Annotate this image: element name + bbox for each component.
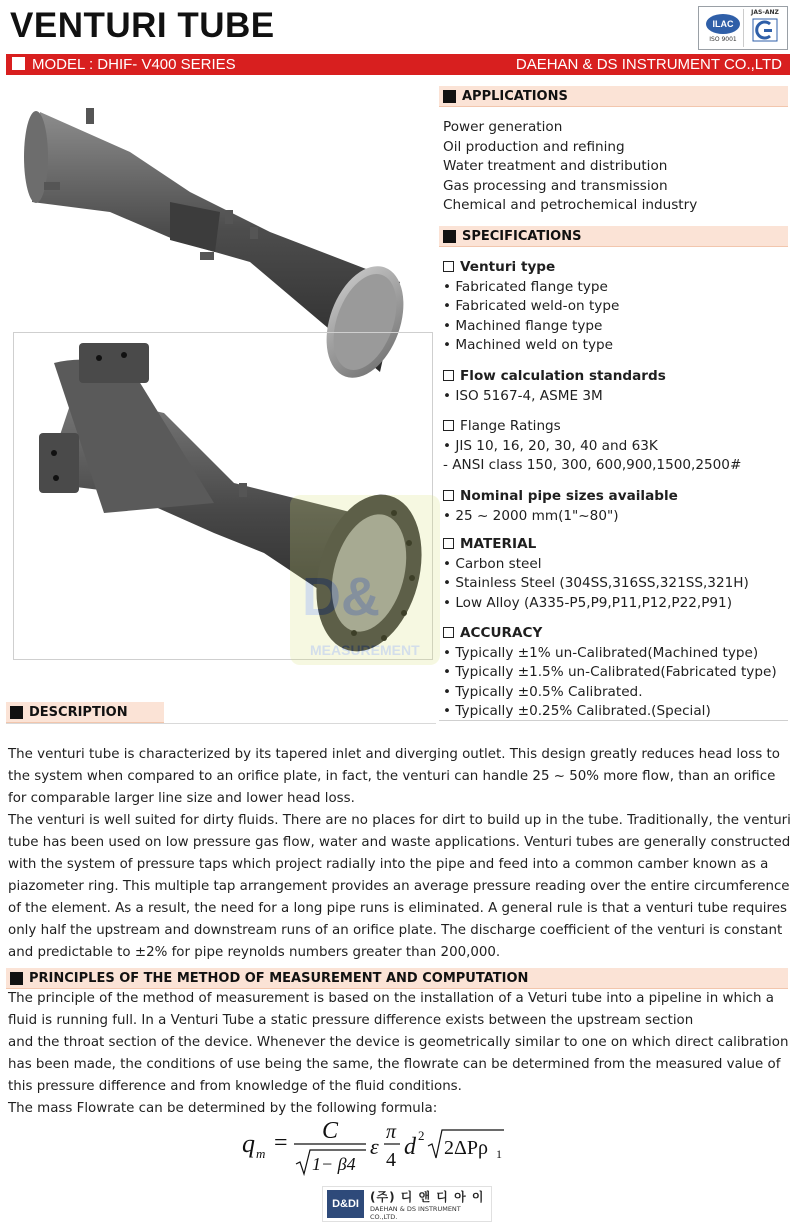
square-bullet-icon xyxy=(443,230,456,243)
specifications-heading-text: SPECIFICATIONS xyxy=(462,228,582,244)
iso-label: ISO 9001 xyxy=(709,35,737,43)
applications-list xyxy=(443,118,697,216)
formula-root-sub: 1 xyxy=(496,1147,502,1161)
flange-label: Flange Ratings xyxy=(443,417,741,437)
list-item: • JIS 10, 16, 20, 30, 40 and 63K xyxy=(443,437,658,454)
flange-group xyxy=(443,417,741,476)
formula-numerator: C xyxy=(322,1118,339,1144)
checkbox-icon xyxy=(443,490,454,501)
logo-korean-name: (주) 디 앤 디 아 이 xyxy=(370,1189,485,1204)
formula-denominator: 1− β4 xyxy=(312,1154,356,1174)
model-bar xyxy=(6,54,790,75)
list-item: • Fabricated flange type xyxy=(443,278,608,295)
material-label: MATERIAL xyxy=(443,535,749,555)
page-title: VENTURI TUBE xyxy=(10,6,275,45)
list-item: Oil production and refining xyxy=(443,138,625,155)
checkbox-icon xyxy=(443,538,454,549)
list-item: Water treatment and distribution xyxy=(443,158,668,175)
company-name: DAEHAN & DS INSTRUMENT CO.,LTD xyxy=(515,56,782,73)
formula-eq: = xyxy=(274,1130,288,1156)
text-line: The principle of the method of measurement is based on the installation of a Veturi tube into a pipeline in which a xyxy=(8,991,774,1006)
venturi-type-group xyxy=(443,258,619,356)
list-item: • 25 ~ 2000 mm(1"~80") xyxy=(443,507,619,524)
text-line: has been made, the conditions of use being the same, the flowrate can be determined from the measured value of xyxy=(8,1057,781,1072)
checkbox-icon xyxy=(443,370,454,381)
list-item: • Fabricated weld-on type xyxy=(443,298,620,315)
applications-heading-text: APPLICATIONS xyxy=(462,88,568,104)
model-label xyxy=(12,56,236,73)
list-item: • Typically ±1% un-Calibrated(Machined type) xyxy=(443,644,759,661)
square-bullet-icon xyxy=(443,90,456,103)
formula-lhs: q xyxy=(242,1129,255,1158)
checkbox-icon xyxy=(443,420,454,431)
specifications-heading xyxy=(439,226,788,247)
text-line: the system when compared to an orifice plate, in fact, the venturi can handle 25 ~ 50% more flow, than an orifice xyxy=(8,769,776,784)
description-heading-text: DESCRIPTION xyxy=(29,704,128,720)
formula-pi: π xyxy=(386,1121,397,1143)
applications-heading xyxy=(439,86,788,107)
text-line: The venturi tube is characterized by its tapered inlet and diverging outlet. This design greatly reduces head loss to xyxy=(8,747,780,762)
logo-badge: D&DI xyxy=(327,1190,364,1218)
text-line: The mass Flowrate can be determined by the following formula: xyxy=(8,1101,438,1116)
list-item: • Machined flange type xyxy=(443,317,603,334)
venturi-type-label: Venturi type xyxy=(443,258,619,278)
formula-d: d xyxy=(404,1134,416,1160)
list-item: Chemical and petrochemical industry xyxy=(443,197,698,214)
watermark-text: MEASUREMENT xyxy=(310,642,420,658)
certification-badges xyxy=(698,6,788,50)
text-line: for comparable larger line size and lower head loss. xyxy=(8,791,355,806)
text-line: The venturi is well suited for dirty fluids. There are no places for dirt to build up in the tube. Traditionally, the venturi xyxy=(8,813,791,828)
text-line: tube has been used on low pressure gas flow, water and waste applications. Venturi tubes are generally constructed xyxy=(8,835,791,850)
square-bullet-icon xyxy=(10,706,23,719)
list-item: Gas processing and transmission xyxy=(443,177,668,194)
list-item: • Low Alloy (A335-P5,P9,P11,P12,P22,P91) xyxy=(443,594,732,611)
list-item: • Carbon steel xyxy=(443,555,542,572)
text-line: fluid is running full. In a Venturi Tube a static pressure difference exists between the upstream section xyxy=(8,1013,694,1028)
jas-label: JAS-ANZ xyxy=(751,9,779,16)
principles-body xyxy=(8,988,792,1120)
accuracy-group xyxy=(443,624,777,722)
description-body xyxy=(8,744,792,964)
formula-lhs-sub: m xyxy=(256,1146,266,1161)
pipe-sizes-label: Nominal pipe sizes available xyxy=(443,487,678,507)
flow-calc-group xyxy=(443,367,666,406)
text-line: piazometer ring. This multiple tap arrangement provides an average pressure reading over the entire circumference xyxy=(8,879,790,894)
formula-root-term: 2ΔPρ xyxy=(444,1137,488,1159)
text-line: this pressure difference and from knowledge of the fluid conditions. xyxy=(8,1079,462,1094)
square-bullet-icon xyxy=(10,972,23,985)
list-item: • Stainless Steel (304SS,316SS,321SS,321H) xyxy=(443,575,749,592)
list-item: Power generation xyxy=(443,119,563,135)
ilac-logo xyxy=(703,9,743,47)
logo-english-name: DAEHAN & DS INSTRUMENT CO.,LTD. xyxy=(370,1204,461,1221)
list-item: • Typically ±0.5% Calibrated. xyxy=(443,683,643,700)
list-item: • ISO 5167-4, ASME 3M xyxy=(443,387,603,404)
list-item: • Typically ±0.25% Calibrated.(Special) xyxy=(443,703,711,720)
watermark-logo xyxy=(290,495,440,705)
text-line: of the element. As a result, the need for a long pipe runs is eliminated. A general rule is that a venturi tube requires xyxy=(8,901,787,916)
accuracy-label: ACCURACY xyxy=(443,624,777,644)
list-item: • Machined weld on type xyxy=(443,337,614,354)
principles-heading xyxy=(6,968,788,989)
model-text: MODEL : DHIF- V400 SERIES xyxy=(32,56,236,73)
divider xyxy=(6,723,436,724)
jas-anz-logo xyxy=(743,9,783,47)
text-line: only half the upstream and downstream runs of an orifice plate. The discharge coefficient of the venturi is constant xyxy=(8,923,783,938)
text-line: with the system of pressure taps which project radially into the pipe and feed into a common camber known as a xyxy=(8,857,769,872)
jas-anz-icon xyxy=(752,18,778,42)
formula-four: 4 xyxy=(386,1149,396,1171)
formula-epsilon: ε xyxy=(370,1134,379,1159)
description-heading xyxy=(6,702,164,723)
checkbox-icon xyxy=(443,627,454,638)
list-item: - ANSI class 150, 300, 600,900,1500,2500# xyxy=(443,457,742,474)
ilac-label: ILAC xyxy=(706,14,740,34)
text-line: and predictable to ±2% for pipe reynolds numbers greater than 200,000. xyxy=(8,945,501,960)
pipe-sizes-group xyxy=(443,487,678,526)
mass-flowrate-formula xyxy=(238,1112,508,1180)
formula-d-exp: 2 xyxy=(418,1128,425,1143)
list-item: • Typically ±1.5% un-Calibrated(Fabricated type) xyxy=(443,664,777,681)
text-line: and the throat section of the device. Whenever the device is geometrically similar to one on which direct calibration xyxy=(8,1035,789,1050)
principles-heading-text: PRINCIPLES OF THE METHOD OF MEASUREMENT AND COMPUTATION xyxy=(29,970,529,986)
square-bullet-icon xyxy=(12,57,25,70)
company-logo xyxy=(322,1186,492,1222)
checkbox-icon xyxy=(443,261,454,272)
material-group xyxy=(443,535,749,613)
flow-calc-label: Flow calculation standards xyxy=(443,367,666,387)
divider xyxy=(439,720,788,721)
watermark-mark: D& xyxy=(302,567,380,627)
